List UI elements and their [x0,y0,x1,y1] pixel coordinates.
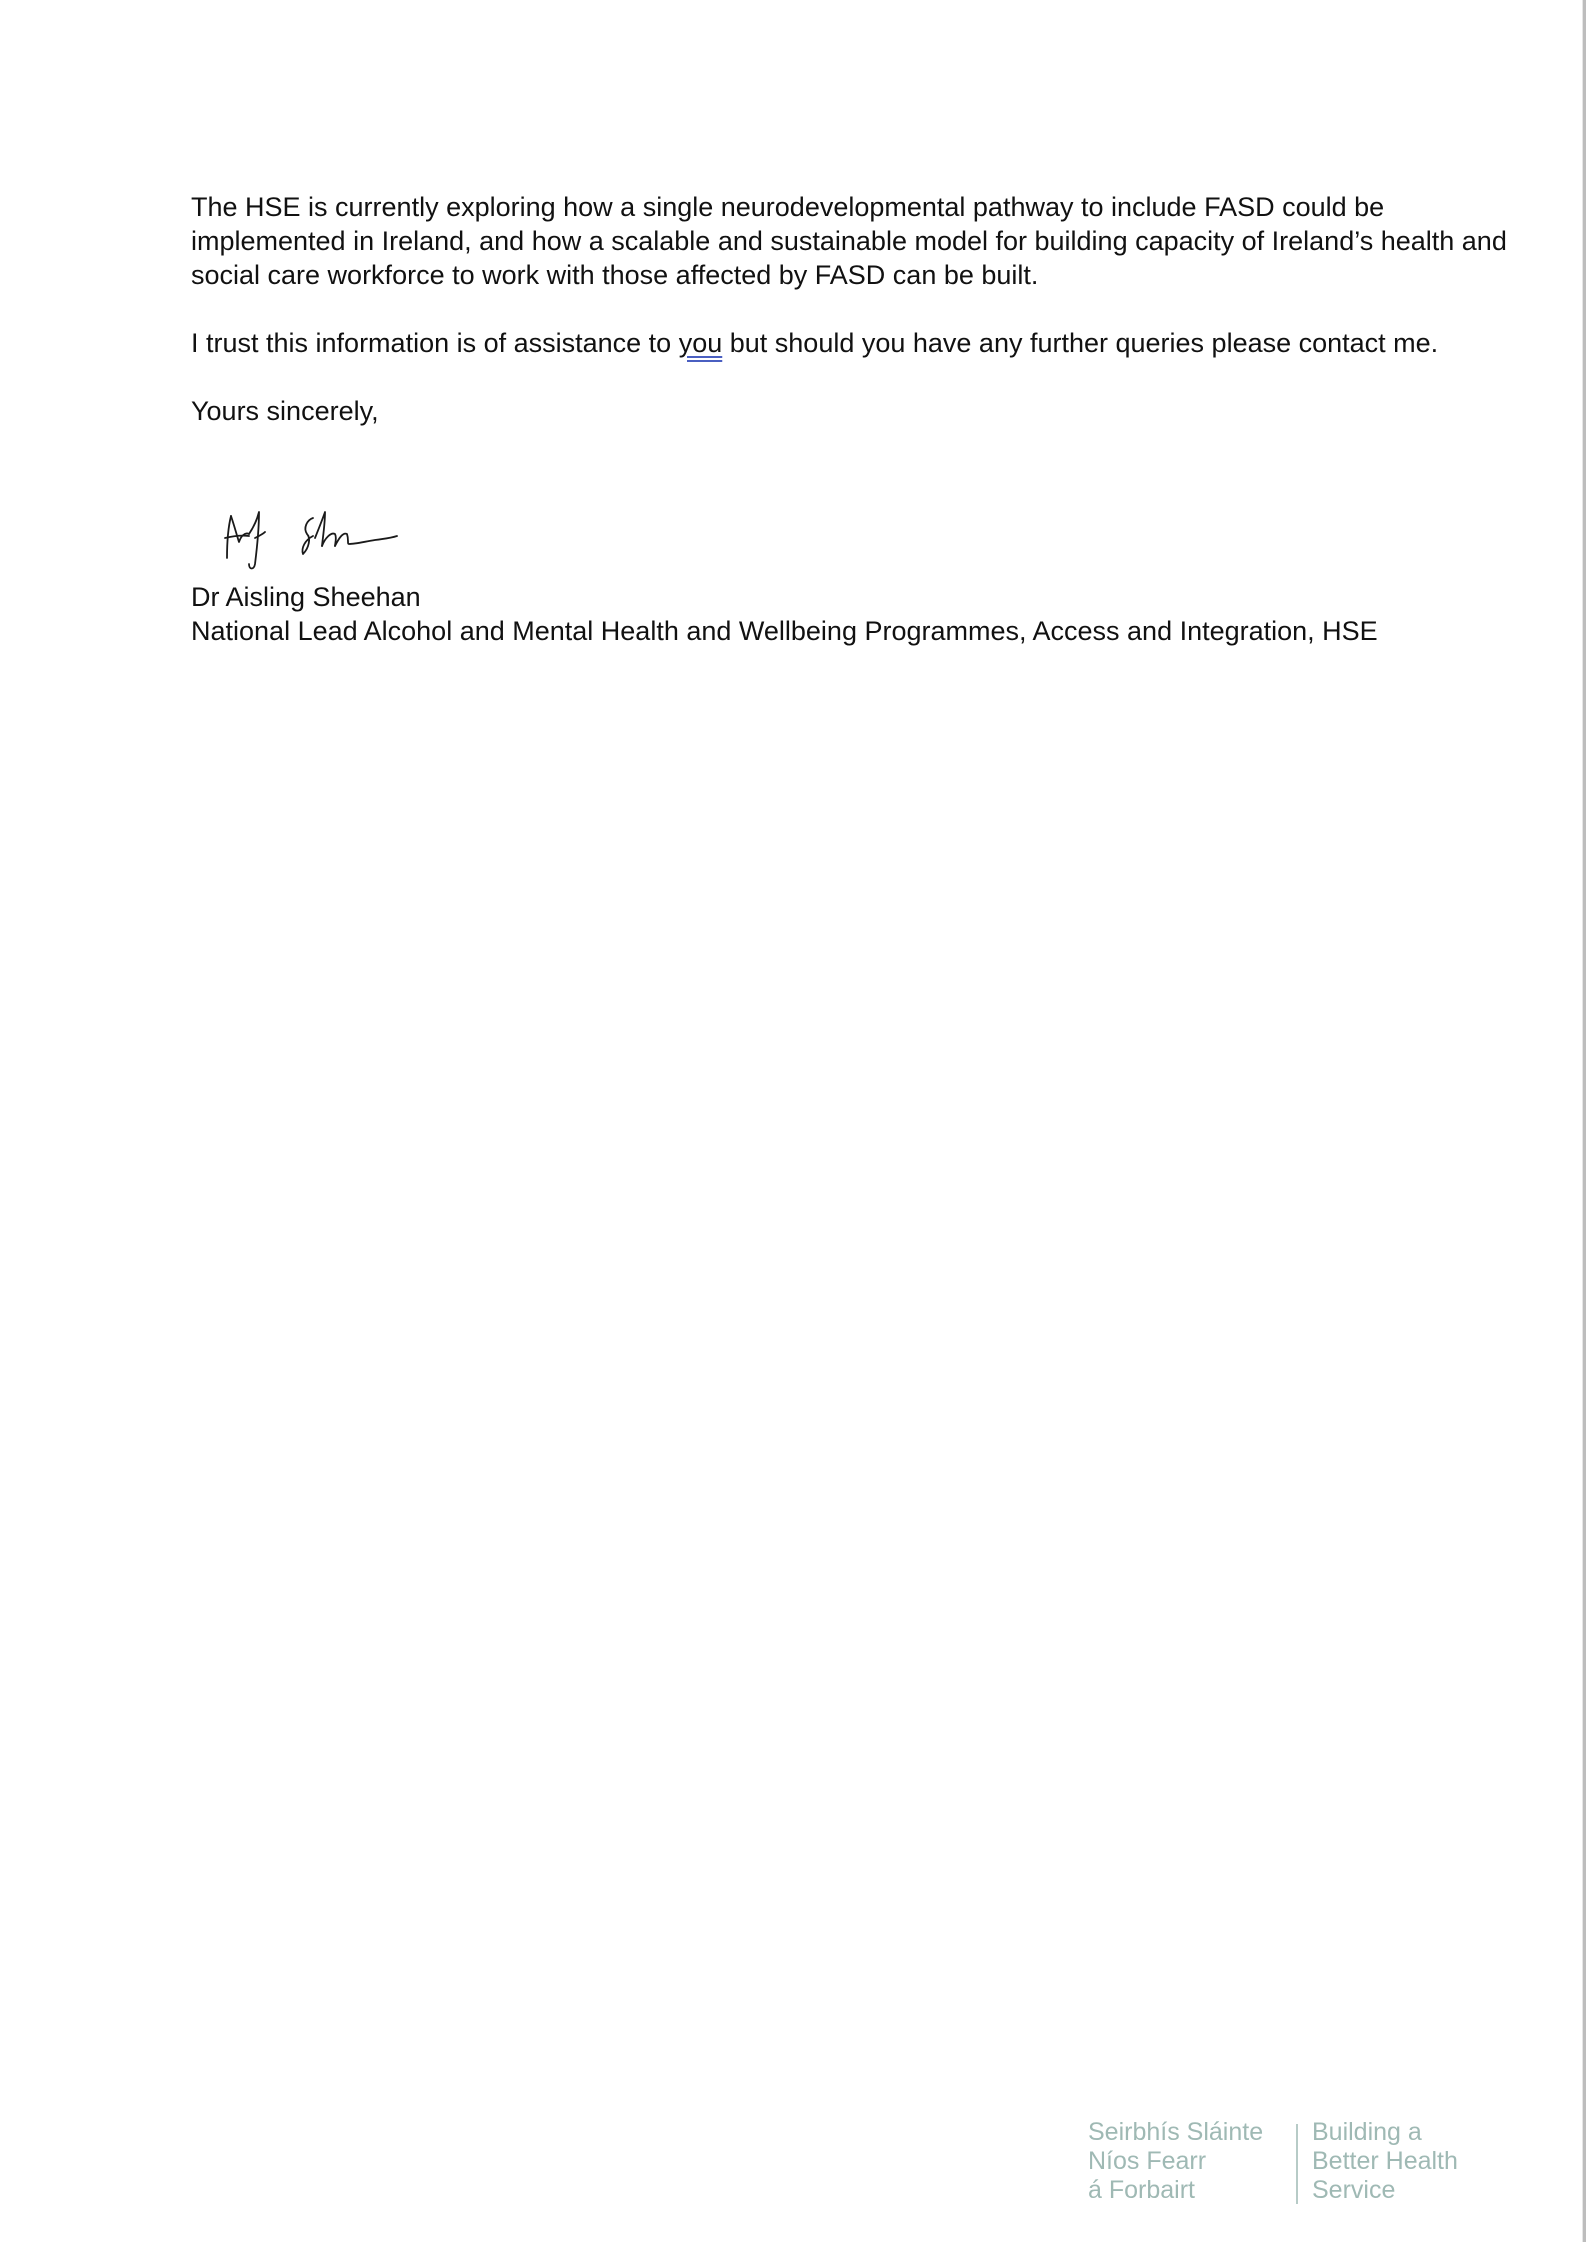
paragraph-text: but should you have any further queries please contact me. [722,328,1439,358]
handwritten-signature [215,498,415,578]
underlined-word: you [678,328,723,358]
hse-footer-logo [1088,2118,1478,2208]
english-slogan [1312,2118,1482,2205]
paragraph-line: The HSE is currently exploring how a single neurodevelopmental pathway to include FASD could be [191,192,1385,222]
signatory-title: National Lead Alcohol and Mental Health and Wellbeing Programmes, Access and Integration, HSE [191,616,1378,646]
slogan-line: á Forbairt [1088,2176,1195,2204]
logo-divider [1296,2124,1298,2204]
paragraph-fasd-pathway [191,190,1531,292]
slogan-line: Níos Fearr [1088,2147,1207,2175]
slogan-line: Better Health [1312,2147,1458,2175]
irish-slogan [1088,2118,1298,2205]
signatory-name: Dr Aisling Sheehan [191,582,421,612]
slogan-line: Service [1312,2176,1396,2204]
paragraph-text: I trust this information is of assistance to [191,328,679,358]
slogan-line: Building a [1312,2118,1422,2146]
slogan-line: Seirbhís Sláinte [1088,2118,1264,2146]
closing-salutation: Yours sincerely, [191,396,379,426]
paragraph-assistance [191,326,1531,360]
paragraph-line: implemented in Ireland, and how a scalable and sustainable model for building capacity of Ireland’s health and [191,226,1507,256]
paragraph-line: social care workforce to work with those affected by FASD can be built. [191,260,1039,290]
signatory-block [191,580,1378,648]
letter-body [191,190,1531,428]
